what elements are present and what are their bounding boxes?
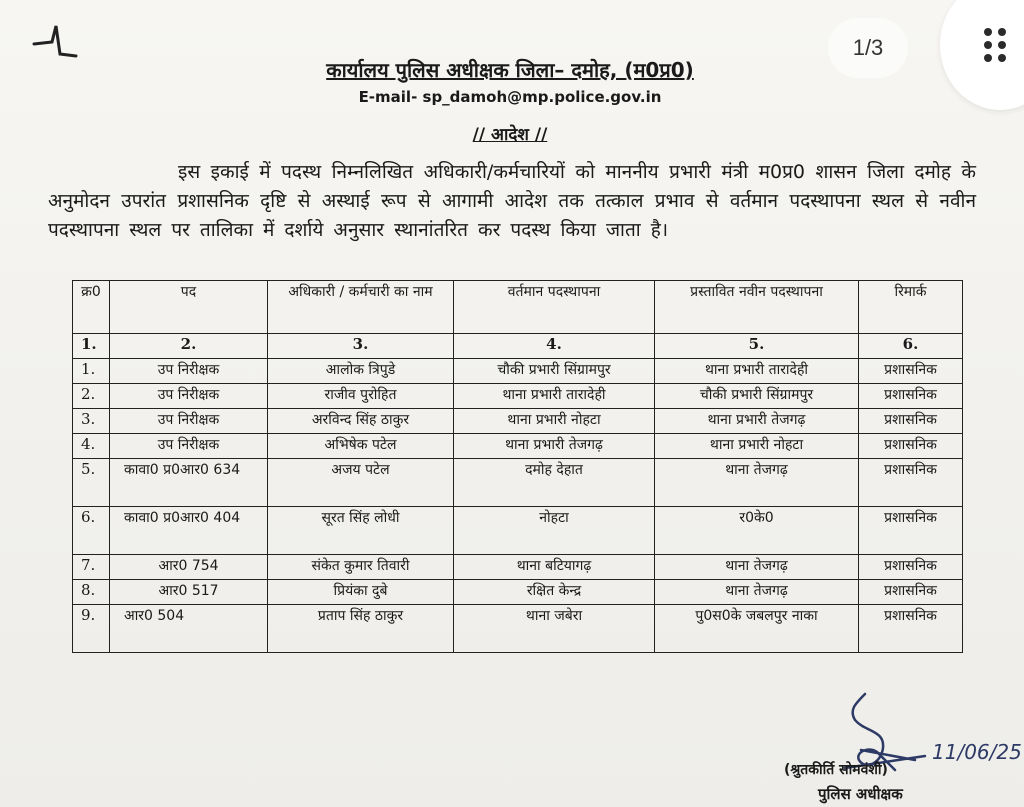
header-remark: रिमार्क [859,281,963,334]
row-post: कावा0 प्र0आर0 404 [110,507,268,555]
table-row [73,580,963,605]
email-line: E-mail- sp_damoh@mp.police.gov.in [358,88,662,106]
row-proposed-posting: थाना प्रभारी नोहटा [655,434,859,459]
row-post: आर0 517 [110,580,268,605]
row-proposed-posting: पु0स0के जबलपुर नाका [655,605,859,653]
row-name: अभिषेक पटेल [268,434,454,459]
row-post: आर0 504 [110,605,268,653]
table-row [73,459,963,507]
header-serial: क्र0 [73,281,110,334]
row-name: प्रताप सिंह ठाकुर [268,605,454,653]
table-row [73,605,963,653]
table-row [73,507,963,555]
order-body-text: इस इकाई में पदस्थ निम्नलिखित अधिकारी/कर्मचारियों को माननीय प्रभारी मंत्री म0प्र0 शासन जिला दमोह के अनुमोदन उपरांत प्रशासनिक दृष्टि से अस्थाई रूप से आगामी आदेश तक तत्काल प्रभाव से वर्तमान पदस्थापना स्थल से नवीन पदस्थापना स्थल पर तालिका में दर्शाये अनुसार स्थानांतरित कर पदस्थ किया जाता है। [48,161,976,241]
row-current-posting: थाना प्रभारी तारादेही [454,384,655,409]
row-current-posting: थाना बटियागढ़ [454,555,655,580]
header-current-posting: वर्तमान पदस्थापना [454,281,655,334]
row-proposed-posting: थाना तेजगढ़ [655,580,859,605]
header-post: पद [110,281,268,334]
row-serial: 2. [73,384,110,409]
office-title: कार्यालय पुलिस अधीक्षक जिला– दमोह, (म0प्र0) [326,58,694,82]
row-post: उप निरीक्षक [110,359,268,384]
row-remark: प्रशासनिक [859,555,963,580]
row-serial: 1. [73,359,110,384]
row-proposed-posting: चौकी प्रभारी सिंग्रामपुर [655,384,859,409]
row-current-posting: रक्षित केन्द्र [454,580,655,605]
row-current-posting: थाना प्रभारी नोहटा [454,409,655,434]
row-name: आलोक त्रिपुडे [268,359,454,384]
row-current-posting: चौकी प्रभारी सिंग्रामपुर [454,359,655,384]
row-name: अजय पटेल [268,459,454,507]
column-number: 2. [110,334,268,359]
signature-date: 11/06/25 [932,740,1022,764]
more-dots-icon [984,28,1008,64]
row-current-posting: थाना प्रभारी तेजगढ़ [454,434,655,459]
row-remark: प्रशासनिक [859,507,963,555]
column-number: 3. [268,334,454,359]
row-current-posting: नोहटा [454,507,655,555]
column-number-row [73,334,963,359]
row-post: उप निरीक्षक [110,384,268,409]
pen-mark [30,18,80,68]
row-remark: प्रशासनिक [859,359,963,384]
column-number: 5. [655,334,859,359]
row-post: आर0 754 [110,555,268,580]
row-serial: 6. [73,507,110,555]
row-current-posting: दमोह देहात [454,459,655,507]
transfer-table [72,280,963,653]
row-name: सूरत सिंह लोधी [268,507,454,555]
row-post: कावा0 प्र0आर0 634 [110,459,268,507]
row-remark: प्रशासनिक [859,434,963,459]
header-proposed-posting: प्रस्तावित नवीन पदस्थापना [655,281,859,334]
signatory-designation: पुलिस अधीक्षक [818,785,903,803]
row-serial: 4. [73,434,110,459]
row-remark: प्रशासनिक [859,409,963,434]
row-remark: प्रशासनिक [859,459,963,507]
row-serial: 3. [73,409,110,434]
table-header-row [73,281,963,334]
column-number: 1. [73,334,110,359]
row-proposed-posting: थाना तेजगढ़ [655,459,859,507]
row-post: उप निरीक्षक [110,434,268,459]
row-name: प्रियंका दुबे [268,580,454,605]
table-row [73,434,963,459]
row-name: अरविन्द सिंह ठाकुर [268,409,454,434]
order-heading: // आदेश // [472,125,548,145]
row-name: संकेत कुमार तिवारी [268,555,454,580]
row-post: उप निरीक्षक [110,409,268,434]
table-row [73,384,963,409]
table-row [73,409,963,434]
table-row [73,359,963,384]
signatory-name: (श्रुतकीर्ति सोमवंशी) [784,762,888,778]
row-proposed-posting: थाना प्रभारी तारादेही [655,359,859,384]
row-remark: प्रशासनिक [859,605,963,653]
row-proposed-posting: थाना प्रभारी तेजगढ़ [655,409,859,434]
row-serial: 8. [73,580,110,605]
column-number: 4. [454,334,655,359]
row-remark: प्रशासनिक [859,580,963,605]
row-name: राजीव पुरोहित [268,384,454,409]
page-indicator: 1/3 [828,18,908,78]
menu-button[interactable] [940,0,1024,110]
row-current-posting: थाना जबेरा [454,605,655,653]
column-number: 6. [859,334,963,359]
row-proposed-posting: र0के0 [655,507,859,555]
header-name: अधिकारी / कर्मचारी का नाम [268,281,454,334]
row-serial: 7. [73,555,110,580]
row-serial: 9. [73,605,110,653]
row-serial: 5. [73,459,110,507]
row-remark: प्रशासनिक [859,384,963,409]
row-proposed-posting: थाना तेजगढ़ [655,555,859,580]
table-row [73,555,963,580]
